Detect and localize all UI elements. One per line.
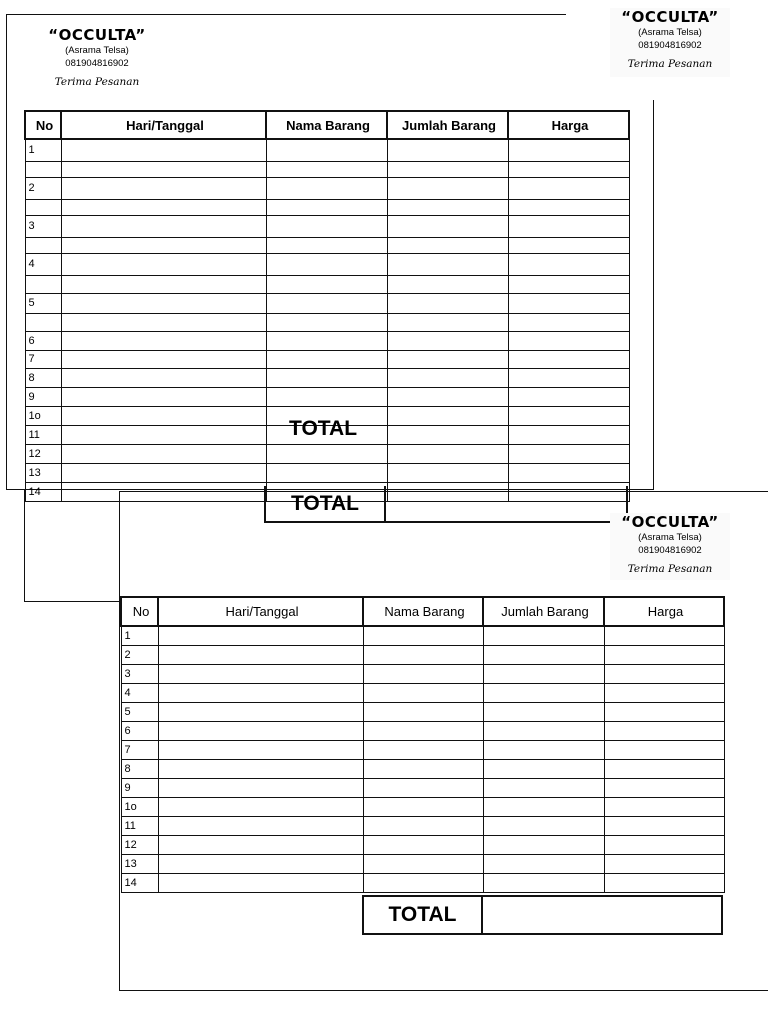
sheet-left-border	[6, 14, 7, 490]
back-sheet-left	[24, 490, 25, 602]
row-number: 3	[25, 215, 61, 237]
table-row	[121, 683, 724, 702]
table-row	[25, 331, 629, 350]
table-row	[25, 215, 629, 237]
table-row	[121, 873, 724, 892]
shop-location: (Asrama Telsa)	[65, 45, 129, 56]
table-row	[121, 759, 724, 778]
row-number: 8	[25, 368, 61, 387]
row-number: 5	[25, 293, 61, 313]
row-number: 12	[25, 444, 61, 463]
table-row	[121, 816, 724, 835]
order-table-3	[120, 596, 725, 893]
table-row	[25, 368, 629, 387]
order-table-1	[24, 110, 630, 502]
table-row	[25, 161, 629, 177]
table-row	[25, 350, 629, 368]
col-header-no: No	[25, 111, 61, 139]
row-number: 14	[121, 873, 158, 892]
row-number: 6	[25, 331, 61, 350]
thanks-text: Terima Pesanan	[627, 563, 713, 575]
table-row	[121, 854, 724, 873]
table-row	[25, 313, 629, 331]
row-number: 13	[121, 854, 158, 873]
shop-header-2	[610, 8, 730, 77]
table-row	[25, 387, 629, 406]
table-row	[121, 740, 724, 759]
shop-location: (Asrama Telsa)	[638, 532, 702, 543]
sheet-right-border	[653, 100, 654, 490]
row-number: 2	[121, 645, 158, 664]
total-label: TOTAL	[290, 491, 360, 515]
table-row	[25, 275, 629, 293]
col-header-item: Nama Barang	[363, 597, 483, 626]
col-header-qty: Jumlah Barang	[483, 597, 604, 626]
row-number: 1o	[25, 406, 61, 425]
shop-phone: 081904816902	[65, 58, 129, 69]
table-row	[121, 797, 724, 816]
total-label: TOTAL	[388, 903, 457, 926]
row-number: 11	[121, 816, 158, 835]
table-row	[121, 721, 724, 740]
row-number: 4	[121, 683, 158, 702]
col-header-price: Harga	[508, 111, 629, 139]
table-row	[25, 253, 629, 275]
row-number: 13	[25, 463, 61, 482]
shop-header-1	[38, 26, 156, 89]
row-number: 7	[121, 740, 158, 759]
row-number: 12	[121, 835, 158, 854]
row-number: 11	[25, 425, 61, 444]
col-header-item: Nama Barang	[266, 111, 387, 139]
row-number: 1	[25, 139, 61, 161]
shop-header-3	[610, 513, 730, 580]
shop-name: “OCCULTA”	[48, 26, 146, 44]
table-row	[121, 626, 724, 645]
table-row	[25, 293, 629, 313]
row-number: 5	[121, 702, 158, 721]
row-number: 4	[25, 253, 61, 275]
table-row	[121, 778, 724, 797]
table-row	[25, 463, 629, 482]
row-number: 9	[25, 387, 61, 406]
row-number: 6	[121, 721, 158, 740]
total-box-3	[362, 895, 483, 935]
col-header-date: Hari/Tanggal	[61, 111, 266, 139]
row-number: 7	[25, 350, 61, 368]
total-value-box-3	[481, 895, 723, 935]
row-number: 8	[121, 759, 158, 778]
table-row	[25, 237, 629, 253]
shop-phone: 081904816902	[638, 545, 702, 556]
col-header-price: Harga	[604, 597, 724, 626]
thanks-text: Terima Pesanan	[627, 58, 713, 70]
row-number: 2	[25, 177, 61, 199]
table-row	[25, 444, 629, 463]
col-header-date: Hari/Tanggal	[158, 597, 363, 626]
sheet-top-border	[6, 14, 566, 15]
total-label-overlay: TOTAL	[289, 417, 358, 440]
back-sheet-bottom	[24, 601, 120, 602]
table-row	[121, 835, 724, 854]
shop-location: (Asrama Telsa)	[638, 27, 702, 38]
table-row	[121, 645, 724, 664]
row-number: 14	[25, 482, 61, 501]
row-number: 9	[121, 778, 158, 797]
table-row	[121, 702, 724, 721]
row-number: 3	[121, 664, 158, 683]
col-header-no: No	[121, 597, 158, 626]
shop-name: “OCCULTA”	[621, 513, 719, 531]
table-row	[25, 139, 629, 161]
shop-name: “OCCULTA”	[621, 8, 719, 26]
row-number: 1	[121, 626, 158, 645]
table-row	[121, 664, 724, 683]
thanks-text: Terima Pesanan	[54, 76, 140, 88]
shop-phone: 081904816902	[638, 40, 702, 51]
row-number: 1o	[121, 797, 158, 816]
col-header-qty: Jumlah Barang	[387, 111, 508, 139]
table-row	[25, 177, 629, 199]
table-row	[25, 199, 629, 215]
